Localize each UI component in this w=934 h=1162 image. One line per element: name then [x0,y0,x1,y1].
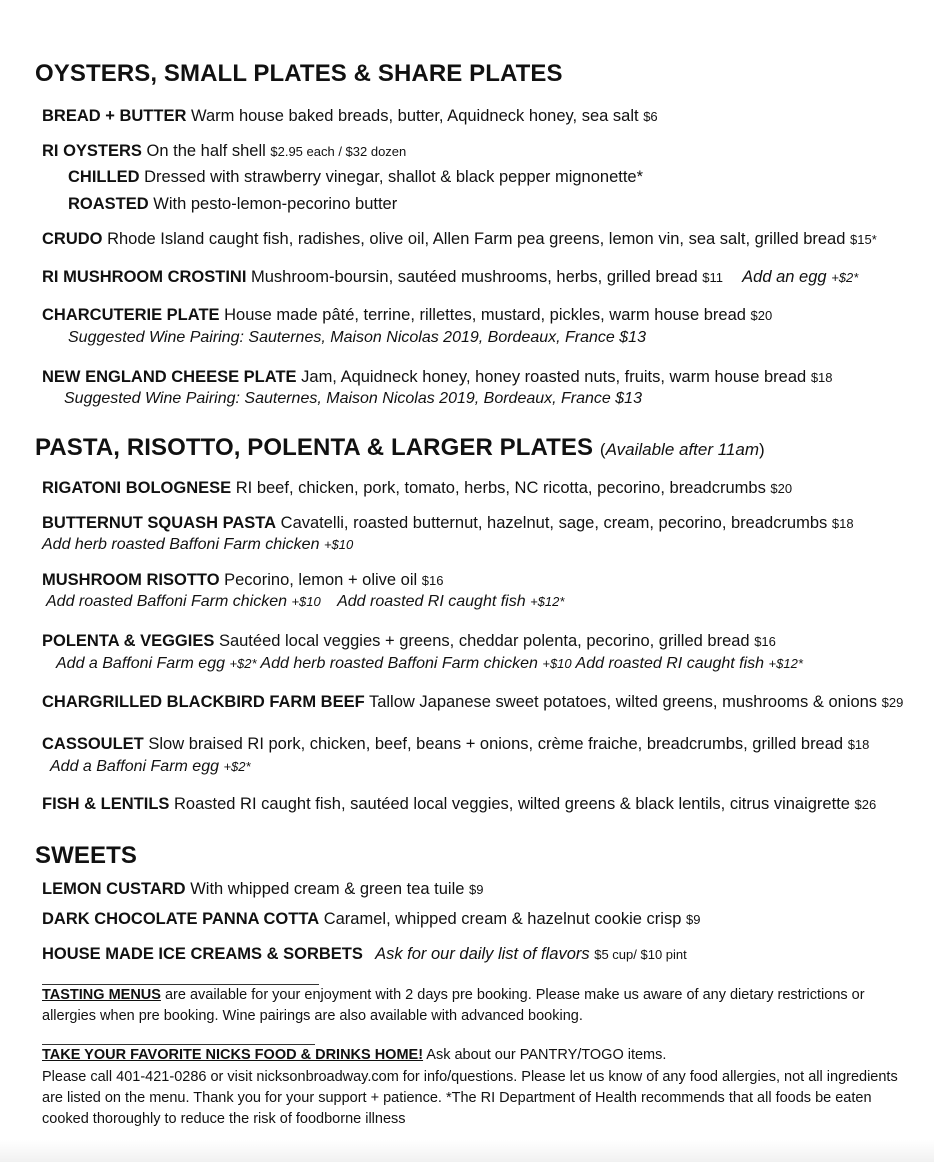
menu-item-chargrilled-beef [42,692,903,713]
item-name: POLENTA & VEGGIES [42,632,215,650]
item-price: $5 cup/ $10 pint [594,947,687,962]
item-addon-price: +$10 [291,594,321,609]
section-title-text: PASTA, RISOTTO, POLENTA & LARGER PLATES [35,434,594,461]
info-note: Please call 401-421-0286 or visit nicksonbroadway.com for info/questions. Please let us know of any food allergies, not all ingredients are listed on the menu. Thank you for your support + patience. *The RI Department of Health recommends that all foods be eaten cooked thoroughly to reduce the risk of foodborne illness [42,1069,898,1127]
section-title-pasta [35,434,765,462]
item-description: On the half shell [146,142,266,160]
item-description: Mushroom-boursin, sautéed mushrooms, herbs, grilled bread [251,268,698,286]
item-description: Pecorino, lemon + olive oil [224,571,418,589]
item-description: Rhode Island caught fish, radishes, olive oil, Allen Farm pea greens, lemon vin, sea salt, grilled bread [107,230,846,248]
item-price: $29 [881,695,904,710]
item-name: CHARCUTERIE PLATE [42,306,220,324]
item-addon: Ask for our daily list of flavors [375,945,590,963]
item-addon-line [42,535,353,555]
item-addon-price: +$10 [542,656,572,671]
section-title-sweets: SWEETS [35,842,137,869]
item-description: Roasted RI caught fish, sautéed local veggies, wilted greens & black lentils, citrus vinaigrette [174,795,850,813]
menu-subitem-chilled [68,167,643,187]
wine-pairing: Suggested Wine Pairing: Sauternes, Maison Nicolas 2019, Bordeaux, France $13 [64,390,642,407]
item-description: Warm house baked breads, butter, Aquidneck honey, sea salt [190,107,639,125]
item-description: Slow braised RI pork, chicken, beef, beans + onions, crème fraiche, breadcrumbs, grilled bread [148,735,844,753]
item-name: CHARGRILLED BLACKBIRD FARM BEEF [42,693,365,711]
item-name: RIGATONI BOLOGNESE [42,479,232,497]
tasting-menus-text: are available for your enjoyment with 2 days pre booking. Please make us aware of any dietary restrictions or allergies when pre booking. Wine pairings are also available with advanced booking. [42,987,865,1024]
menu-item-bread-butter [42,106,658,127]
item-addon: Add roasted Baffoni Farm chicken [46,593,288,610]
item-price: $9 [685,912,701,927]
take-home-note [42,1045,912,1066]
item-price: $18 [847,737,870,752]
item-addon-price: +$10 [323,537,354,552]
item-price: $9 [469,882,484,897]
item-price: $20 [770,481,793,496]
item-description: With whipped cream & green tea tuile [190,880,465,898]
item-price: $18 [831,516,854,531]
item-name: NEW ENGLAND CHEESE PLATE [42,368,297,386]
item-price: $26 [854,797,877,812]
menu-item-crudo [42,229,877,250]
menu-item-ice-creams [42,944,687,965]
item-addon: Add an egg [742,268,827,286]
section-title-oysters: OYSTERS, SMALL PLATES & SHARE PLATES [35,60,563,87]
item-addon-price: +$2* [831,270,859,285]
take-home-text: Ask about our PANTRY/TOGO items. [426,1047,667,1063]
menu-subitem-roasted [68,194,397,214]
item-price: $16 [421,573,444,588]
item-price: $6 [643,109,658,124]
item-name: LEMON CUSTARD [42,880,186,898]
item-name: RI MUSHROOM CROSTINI [42,268,247,286]
item-addon-line [46,592,564,612]
item-description: With pesto-lemon-pecorino butter [153,195,398,213]
wine-pairing: Suggested Wine Pairing: Sauternes, Maison Nicolas 2019, Bordeaux, France $13 [68,329,646,346]
item-addon-line [50,757,251,777]
menu-item-mushroom-crostini [42,267,858,288]
item-description: Jam, Aquidneck honey, honey roasted nuts, fruits, warm house bread [301,368,807,386]
item-description: Tallow Japanese sweet potatoes, wilted greens, mushrooms & onions [368,693,878,711]
item-description: House made pâté, terrine, rillettes, mustard, pickles, warm house bread [224,306,746,324]
page-bottom-shade [0,1140,934,1162]
take-home-title: TAKE YOUR FAVORITE NICKS FOOD & DRINKS HOME! [42,1047,424,1063]
item-price: $2.95 each / $32 dozen [270,144,407,159]
item-description: Sautéed local veggies + greens, cheddar polenta, pecorino, grilled bread [218,632,750,650]
item-addon-price: +$12* [530,594,565,609]
item-price: $20 [750,308,773,323]
menu-item-charcuterie [42,305,772,326]
menu-item-rigatoni [42,478,792,499]
item-addon: Add a Baffoni Farm egg [56,655,225,672]
menu-item-ri-oysters [42,141,406,162]
item-addon-price: +$2* [223,759,251,774]
menu-item-cheese-plate [42,367,833,388]
item-price: $11 [702,270,723,285]
item-price: $15* [850,232,877,247]
item-name: BREAD + BUTTER [42,107,187,125]
item-name: BUTTERNUT SQUASH PASTA [42,514,277,532]
item-addon-price: +$2* [229,656,257,671]
item-addon: Add roasted RI caught fish [337,593,526,610]
menu-item-mushroom-risotto [42,570,443,591]
item-addon: Add herb roasted Baffoni Farm chicken [260,655,538,672]
item-name: MUSHROOM RISOTTO [42,571,220,589]
item-description: RI beef, chicken, pork, tomato, herbs, NC ricotta, pecorino, breadcrumbs [235,479,766,497]
tasting-menus-note [42,985,912,1027]
menu-item-cassoulet [42,734,869,755]
item-name: CHILLED [68,168,140,186]
item-name: DARK CHOCOLATE PANNA COTTA [42,910,320,928]
item-addon-line [56,654,803,674]
item-addon: Add herb roasted Baffoni Farm chicken [42,536,320,553]
availability-note: (Available after 11am) [599,440,765,459]
item-name: CASSOULET [42,735,144,753]
menu-item-polenta [42,631,776,652]
menu-item-fish-lentils [42,794,876,815]
item-addon-price: +$12* [768,656,803,671]
item-description: Cavatelli, roasted butternut, hazelnut, sage, cream, pecorino, breadcrumbs [280,514,828,532]
item-addon: Add a Baffoni Farm egg [50,758,219,775]
item-name: ROASTED [68,195,149,213]
menu-item-butternut-pasta [42,513,854,534]
item-name: FISH & LENTILS [42,795,170,813]
item-description: Dressed with strawberry vinegar, shallot & black pepper mignonette* [144,168,644,186]
item-name: HOUSE MADE ICE CREAMS & SORBETS [42,945,363,963]
menu-item-lemon-custard [42,879,484,900]
item-price: $18 [810,370,833,385]
item-description: Caramel, whipped cream & hazelnut cookie crisp [323,910,682,928]
tasting-menus-title: TASTING MENUS [42,987,161,1003]
menu-item-panna-cotta [42,909,700,930]
item-name: CRUDO [42,230,103,248]
item-addon: Add roasted RI caught fish [575,655,765,672]
item-price: $16 [754,634,776,649]
item-name: RI OYSTERS [42,142,142,160]
